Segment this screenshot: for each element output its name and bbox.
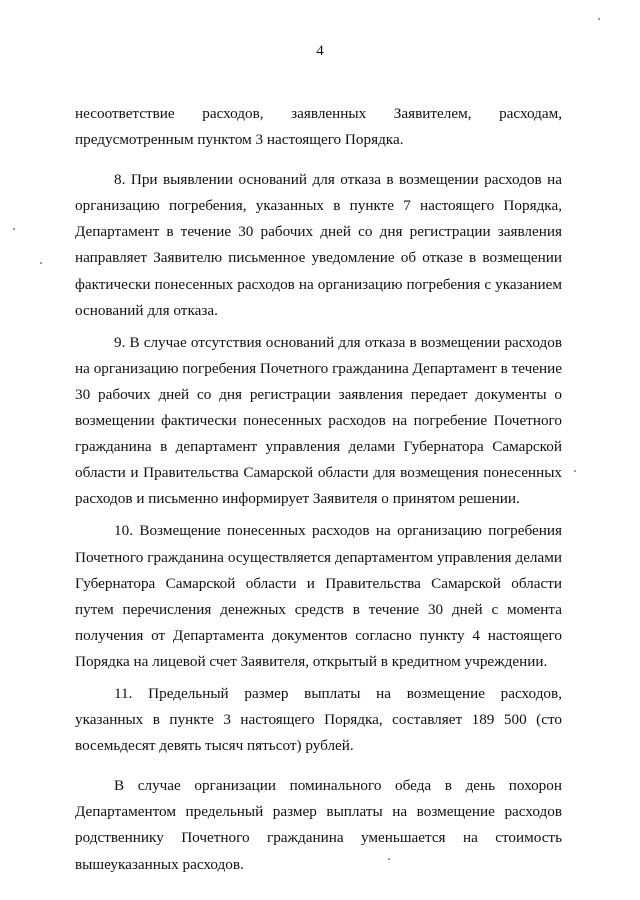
paragraph-8: 8. При выявлении оснований для отказа в возмещении расходов на организацию погребения, указанных в пункте 7 настоящего Порядка, Департамент в течение 30 рабочих дней со дня регистрации заявления направляет Заявителю письменное уведомление об отказе в возмещении фактически понесенных расходов на организацию погребения с указанием оснований для отказа. (75, 171, 562, 319)
scan-speck (388, 858, 390, 860)
paragraph-10: 10. Возмещение понесенных расходов на организацию погребения Почетного гражданина осуществляется департаментом управления делами Губернатора Самарской области и Правительства Самарской области путем перечисления денежных средств в течение 30 дней с момента получения от Департамента документов согласно пункту 4 настоящего Порядка на лицевой счет Заявителя, открытый в кредитном учреждении. (75, 522, 562, 670)
paragraph-9: 9. В случае отсутствия оснований для отказа в возмещении расходов на организацию погребения Почетного гражданина Департамент в течение 30 рабочих дней со дня регистрации заявления передает документы о возмещении фактически понесенных расходов на погребение Почетного гражданина в департамент управления делами Губернатора Самарской области и Правительства Самарской области для возмещения понесенных расходов и письменно информирует Заявителя о принятом решении. (75, 333, 562, 508)
document-body (75, 101, 562, 878)
paragraph-continuation: несоответствие расходов, заявленных Заявителем, расходам, предусмотренным пунктом 3 настоящего Порядка. (75, 105, 562, 149)
scan-speck (574, 470, 576, 472)
scan-speck (13, 228, 15, 230)
scan-speck (598, 18, 600, 20)
scan-speck (40, 262, 42, 264)
page-number: 4 (316, 43, 324, 59)
paragraph-11: 11. Предельный размер выплаты на возмещение расходов, указанных в пункте 3 настоящего Порядка, составляет 189 500 (сто восемьдесят девять тысяч пятьсот) рублей. (75, 684, 562, 755)
paragraph-11-addendum: В случае организации поминального обеда в день похорон Департаментом предельный размер выплаты на возмещение расходов родственнику Почетного гражданина уменьшается на стоимость вышеуказанных расходов. (75, 777, 562, 873)
